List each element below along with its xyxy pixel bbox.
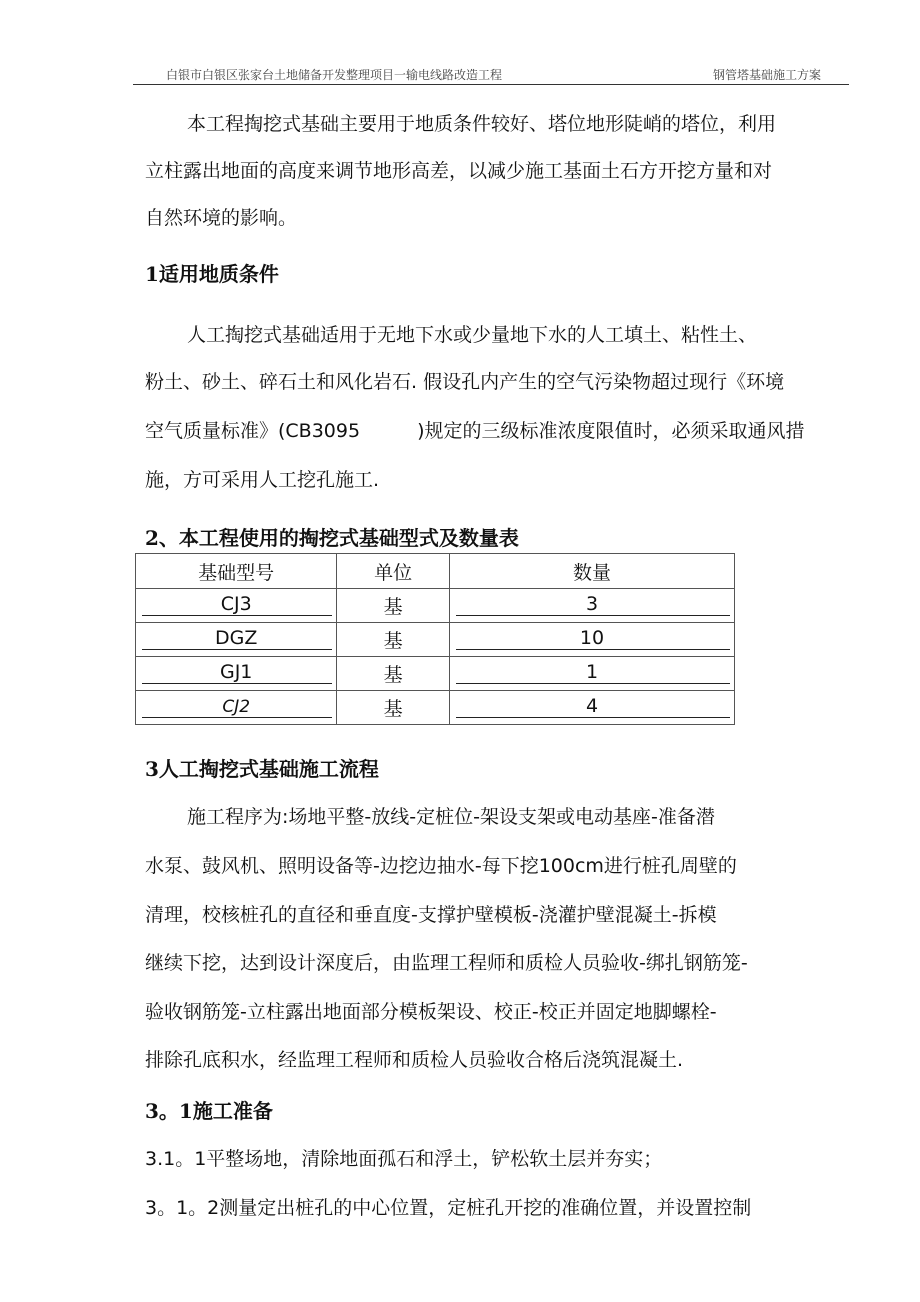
table-row	[136, 589, 735, 623]
foundation-type: DGZ	[215, 626, 258, 649]
table-row	[136, 691, 735, 725]
type-cell	[136, 623, 337, 657]
table-header-row	[136, 554, 735, 589]
intro-line-3: 自然环境的影响。	[145, 207, 298, 229]
header-unit: 单位	[337, 554, 450, 589]
quantity-cell	[450, 589, 735, 623]
section-3-1-line-2: 3。1。2测量定出桩孔的中心位置，定桩孔开挖的准确位置，并设置控制	[145, 1197, 752, 1219]
section-3-line-1: 施工程序为:场地平整-放线-定桩位-架设支架或电动基座-准备潜	[187, 806, 715, 828]
section-3-line-2: 水泵、鼓风机、照明设备等-边挖边抽水-每下挖100cm进行桩孔周壁的	[145, 855, 737, 877]
foundation-type: CJ3	[220, 592, 252, 615]
unit-cell: 基	[337, 691, 450, 725]
section-3-line-6: 排除孔底积水，经监理工程师和质检人员验收合格后浇筑混凝土.	[145, 1049, 684, 1071]
header-quantity: 数量	[450, 554, 735, 589]
section-1-line-2: 粉土、砂土、碎石土和风化岩石. 假设孔内产生的空气污染物超过现行《环境	[145, 371, 785, 393]
section-1-line-1: 人工掏挖式基础适用于无地下水或少量地下水的人工填土、粘性土、	[187, 324, 758, 346]
foundation-quantity-table	[135, 553, 735, 725]
header-foundation-type: 基础型号	[136, 554, 337, 589]
section-3-line-4: 继续下挖，达到设计深度后，由监理工程师和质检人员验收-绑扎钢筋笼-	[145, 952, 748, 974]
type-cell	[136, 589, 337, 623]
section-3-heading: 3人工掏挖式基础施工流程	[145, 757, 379, 781]
unit-cell: 基	[337, 589, 450, 623]
header-project-title: 白银市白银区张家台土地储备开发整理项目一输电线路改造工程	[166, 68, 503, 82]
section-1-line-3: 空气质量标准》(CB3095 )规定的三级标准浓度限值时，必须采取通风措	[145, 420, 805, 442]
quantity-cell	[450, 623, 735, 657]
unit-cell: 基	[337, 657, 450, 691]
section-2-heading: 2、本工程使用的掏挖式基础型式及数量表	[145, 526, 519, 550]
quantity-cell	[450, 657, 735, 691]
section-3-line-5: 验收钢筋笼-立柱露出地面部分模板架设、校正-校正并固定地脚螺栓-	[145, 1001, 717, 1023]
section-1-line-4: 施，方可采用人工挖孔施工.	[145, 469, 380, 491]
section-1-heading: 1适用地质条件	[145, 262, 279, 286]
intro-line-2: 立柱露出地面的高度来调节地形高差，以减少施工基面土石方开挖方量和对	[145, 160, 773, 182]
quantity-cell	[450, 691, 735, 725]
table-row	[136, 623, 735, 657]
intro-line-1: 本工程掏挖式基础主要用于地质条件较好、塔位地形陡峭的塔位，利用	[187, 113, 777, 135]
foundation-type: GJ1	[219, 660, 253, 683]
quantity-value: 4	[585, 694, 599, 717]
quantity-value: 1	[585, 660, 599, 683]
header-document-title: 钢管塔基础施工方案	[712, 68, 821, 82]
section-3-1-heading: 3。1施工准备	[145, 1099, 273, 1123]
table-row	[136, 657, 735, 691]
section-3-line-3: 清理，校核桩孔的直径和垂直度-支撑护壁模板-浇灌护壁混凝土-拆模	[145, 904, 717, 926]
unit-cell: 基	[337, 623, 450, 657]
type-cell	[136, 657, 337, 691]
section-3-1-line-1: 3.1。1平整场地，清除地面孤石和浮土，铲松软土层并夯实；	[145, 1148, 663, 1170]
page-header	[133, 66, 849, 85]
type-cell	[136, 691, 337, 725]
foundation-type: CJ2	[222, 696, 251, 717]
quantity-value: 10	[579, 626, 605, 649]
quantity-value: 3	[585, 592, 599, 615]
